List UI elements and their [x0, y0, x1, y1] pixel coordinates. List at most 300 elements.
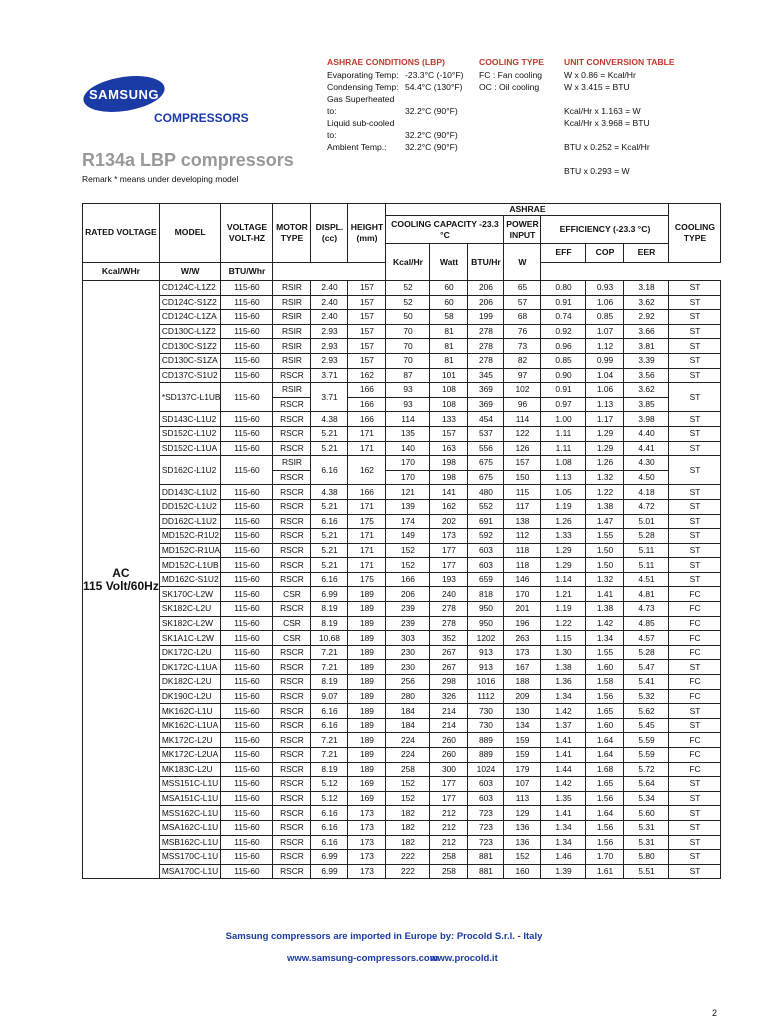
- cell-kcal: 152: [386, 777, 430, 792]
- cell-model: MK162C-L1U: [159, 704, 221, 719]
- cell-voltage: 115-60: [221, 587, 273, 602]
- cell-kcal: 149: [386, 529, 430, 544]
- cell-watt: 326: [430, 689, 468, 704]
- cell-eer: 5.32: [624, 689, 669, 704]
- cell-displ: 6.16: [311, 835, 348, 850]
- cell-eff: 1.35: [541, 791, 586, 806]
- cell-btu: 730: [468, 718, 504, 733]
- cell-voltage: 115-60: [221, 383, 273, 412]
- cell-w: 160: [504, 864, 541, 879]
- cell-w: 188: [504, 675, 541, 690]
- cell-motor: RSCR: [273, 529, 311, 544]
- cell-watt: 260: [430, 733, 468, 748]
- cell-cop: 1.06: [586, 295, 624, 310]
- cell-height: 175: [348, 572, 386, 587]
- cell-height: 189: [348, 689, 386, 704]
- cell-displ: 5.21: [311, 543, 348, 558]
- table-row: [83, 733, 721, 748]
- cell-watt: 240: [430, 587, 468, 602]
- cell-height: 175: [348, 514, 386, 529]
- cell-motor: RSCR: [273, 718, 311, 733]
- cell-w: 170: [504, 587, 541, 602]
- cell-eer: 3.62: [624, 383, 669, 398]
- cell-w: 150: [504, 470, 541, 485]
- cell-height: 157: [348, 281, 386, 296]
- header-cop: COP: [586, 244, 624, 263]
- cell-motor: RSCR: [273, 412, 311, 427]
- table-row: [83, 441, 721, 456]
- cell-kcal: 258: [386, 762, 430, 777]
- cell-watt: 101: [430, 368, 468, 383]
- cell-cop: 1.50: [586, 558, 624, 573]
- cell-displ: 5.21: [311, 426, 348, 441]
- cell-eff: 1.29: [541, 558, 586, 573]
- table-row: [83, 368, 721, 383]
- table-row: [83, 748, 721, 763]
- cell-model: CD124C-S1Z2: [159, 295, 221, 310]
- cell-kcal: 230: [386, 645, 430, 660]
- cell-watt: 177: [430, 777, 468, 792]
- cell-cooling-type: ST: [669, 543, 721, 558]
- cell-motor: RSCR: [273, 806, 311, 821]
- cell-kcal: 93: [386, 397, 430, 412]
- cell-btu: 592: [468, 529, 504, 544]
- samsung-compressors-link[interactable]: www.samsung-compressors.com: [287, 953, 439, 964]
- cell-motor: RSCR: [273, 864, 311, 879]
- cell-voltage: 115-60: [221, 353, 273, 368]
- table-row: [83, 281, 721, 296]
- cell-w: 115: [504, 485, 541, 500]
- cell-voltage: 115-60: [221, 572, 273, 587]
- cell-watt: 133: [430, 412, 468, 427]
- cell-height: 166: [348, 412, 386, 427]
- table-row: [83, 426, 721, 441]
- cell-eer: 5.28: [624, 529, 669, 544]
- cell-motor: CSR: [273, 587, 311, 602]
- ashrae-row: [327, 141, 482, 153]
- cell-eff: 0.97: [541, 397, 586, 412]
- cell-height: 166: [348, 397, 386, 412]
- ashrae-label: Gas Superheated to:: [327, 94, 395, 116]
- cell-motor: RSCR: [273, 733, 311, 748]
- logo-text: SAMSUNG: [89, 87, 159, 102]
- cell-motor: RSIR: [273, 310, 311, 325]
- cell-motor: RSIR: [273, 383, 311, 398]
- procold-link[interactable]: www.procold.it: [430, 953, 498, 964]
- cell-displ: 3.71: [311, 383, 348, 412]
- table-row: [83, 485, 721, 500]
- cell-eff: 0.92: [541, 324, 586, 339]
- cell-cop: 1.32: [586, 572, 624, 587]
- cell-model: SD152C-L1UA: [159, 441, 221, 456]
- cell-cooling-type: ST: [669, 441, 721, 456]
- cell-motor: RSCR: [273, 514, 311, 529]
- cell-displ: 7.21: [311, 645, 348, 660]
- cell-watt: 162: [430, 499, 468, 514]
- cell-motor: RSCR: [273, 397, 311, 412]
- cell-height: 189: [348, 587, 386, 602]
- cell-watt: 214: [430, 704, 468, 719]
- cell-voltage: 115-60: [221, 514, 273, 529]
- conversion-heading: UNIT CONVERSION TABLE: [564, 57, 675, 67]
- cell-cooling-type: ST: [669, 383, 721, 412]
- header-eer-unit: BTU/Whr: [221, 262, 273, 281]
- cell-watt: 278: [430, 602, 468, 617]
- cell-btu: 730: [468, 704, 504, 719]
- cell-btu: 818: [468, 587, 504, 602]
- cell-eer: 5.01: [624, 514, 669, 529]
- cell-voltage: 115-60: [221, 850, 273, 865]
- cell-w: 134: [504, 718, 541, 733]
- cell-btu: 603: [468, 791, 504, 806]
- cell-height: 157: [348, 310, 386, 325]
- cell-model: DD143C-L1U2: [159, 485, 221, 500]
- cell-kcal: 230: [386, 660, 430, 675]
- cell-eff: 1.37: [541, 718, 586, 733]
- cell-kcal: 256: [386, 675, 430, 690]
- cell-eer: 4.41: [624, 441, 669, 456]
- cell-eer: 4.73: [624, 602, 669, 617]
- cell-eff: 0.90: [541, 368, 586, 383]
- cell-motor: RSCR: [273, 485, 311, 500]
- ashrae-label: Liquid sub-cooled to:: [327, 118, 395, 140]
- cell-height: 157: [348, 353, 386, 368]
- cell-model: MK172C-L2UA: [159, 748, 221, 763]
- cell-motor: RSCR: [273, 470, 311, 485]
- cell-cooling-type: FC: [669, 631, 721, 646]
- cell-height: 189: [348, 616, 386, 631]
- cell-cop: 0.85: [586, 310, 624, 325]
- cell-cop: 1.29: [586, 441, 624, 456]
- cell-cooling-type: ST: [669, 777, 721, 792]
- cell-watt: 163: [430, 441, 468, 456]
- cell-watt: 141: [430, 485, 468, 500]
- cell-cooling-type: FC: [669, 645, 721, 660]
- cell-displ: 6.99: [311, 587, 348, 602]
- cell-cop: 1.41: [586, 587, 624, 602]
- cell-voltage: 115-60: [221, 616, 273, 631]
- ashrae-value: 32.2°C (90°F): [405, 130, 458, 140]
- table-row: [83, 543, 721, 558]
- cell-kcal: 135: [386, 426, 430, 441]
- cell-voltage: 115-60: [221, 368, 273, 383]
- cell-btu: 278: [468, 324, 504, 339]
- cell-w: 138: [504, 514, 541, 529]
- cell-kcal: 139: [386, 499, 430, 514]
- cell-motor: RSCR: [273, 850, 311, 865]
- cell-eff: 0.74: [541, 310, 586, 325]
- cell-kcal: 303: [386, 631, 430, 646]
- cell-model: MK172C-L2U: [159, 733, 221, 748]
- conversion-line: BTU x 0.252 = Kcal/Hr: [564, 142, 650, 152]
- cell-cooling-type: ST: [669, 558, 721, 573]
- cell-displ: 4.38: [311, 485, 348, 500]
- cell-eer: 5.11: [624, 558, 669, 573]
- ashrae-row: [327, 81, 482, 93]
- cell-btu: 913: [468, 660, 504, 675]
- cell-btu: 723: [468, 820, 504, 835]
- cell-w: 96: [504, 397, 541, 412]
- cell-cop: 1.26: [586, 456, 624, 471]
- cell-btu: 278: [468, 353, 504, 368]
- cell-cop: 1.61: [586, 864, 624, 879]
- cell-watt: 267: [430, 645, 468, 660]
- table-row: [83, 339, 721, 354]
- cell-w: 122: [504, 426, 541, 441]
- cell-watt: 212: [430, 820, 468, 835]
- cell-motor: RSCR: [273, 543, 311, 558]
- cell-motor: CSR: [273, 616, 311, 631]
- cell-watt: 198: [430, 470, 468, 485]
- cell-voltage: 115-60: [221, 762, 273, 777]
- cell-w: 117: [504, 499, 541, 514]
- cell-height: 171: [348, 529, 386, 544]
- cell-voltage: 115-60: [221, 733, 273, 748]
- cell-w: 167: [504, 660, 541, 675]
- cell-eer: 5.64: [624, 777, 669, 792]
- rated-voltage-line: AC: [112, 565, 130, 580]
- cell-height: 157: [348, 324, 386, 339]
- cell-cooling-type: ST: [669, 368, 721, 383]
- cell-btu: 881: [468, 864, 504, 879]
- cell-displ: 5.21: [311, 441, 348, 456]
- cell-kcal: 170: [386, 470, 430, 485]
- cell-height: 173: [348, 835, 386, 850]
- cell-voltage: 115-60: [221, 456, 273, 485]
- conversion-line: W x 0.86 = Kcal/Hr: [564, 70, 636, 80]
- cell-eer: 4.85: [624, 616, 669, 631]
- header-kcal: Kcal/Hr: [386, 244, 430, 281]
- cell-displ: 3.71: [311, 368, 348, 383]
- table-row: [83, 324, 721, 339]
- header-height: HEIGHT (mm): [348, 204, 386, 263]
- cell-cop: 1.56: [586, 689, 624, 704]
- import-notice: Samsung compressors are imported in Europe by: Procold S.r.l. - Italy: [225, 931, 543, 942]
- cell-voltage: 115-60: [221, 835, 273, 850]
- table-row: [83, 835, 721, 850]
- cell-watt: 212: [430, 835, 468, 850]
- cell-cooling-type: FC: [669, 733, 721, 748]
- cell-displ: 8.19: [311, 616, 348, 631]
- table-row: [83, 660, 721, 675]
- cell-eff: 1.34: [541, 835, 586, 850]
- cell-voltage: 115-60: [221, 791, 273, 806]
- header-eff-unit: Kcal/WHr: [83, 262, 160, 281]
- cell-eff: 1.39: [541, 864, 586, 879]
- cell-model: DK172C-L2U: [159, 645, 221, 660]
- cell-eer: 5.31: [624, 820, 669, 835]
- cell-displ: 7.21: [311, 733, 348, 748]
- cell-voltage: 115-60: [221, 529, 273, 544]
- ashrae-row: [327, 93, 482, 117]
- cell-voltage: 115-60: [221, 631, 273, 646]
- cell-kcal: 52: [386, 295, 430, 310]
- cell-eff: 1.30: [541, 645, 586, 660]
- table-row: [83, 704, 721, 719]
- cell-btu: 369: [468, 397, 504, 412]
- cell-model: CD124C-L1Z2: [159, 281, 221, 296]
- header-cop-unit: W/W: [159, 262, 221, 281]
- cell-kcal: 114: [386, 412, 430, 427]
- cell-displ: 4.38: [311, 412, 348, 427]
- cell-watt: 260: [430, 748, 468, 763]
- cell-cooling-type: FC: [669, 602, 721, 617]
- cell-eer: 3.62: [624, 295, 669, 310]
- cell-motor: RSIR: [273, 456, 311, 471]
- cell-motor: RSIR: [273, 339, 311, 354]
- cell-eff: 1.33: [541, 529, 586, 544]
- cell-cop: 1.55: [586, 529, 624, 544]
- cell-w: 65: [504, 281, 541, 296]
- cell-w: 152: [504, 850, 541, 865]
- cell-model: SD162C-L1U2: [159, 456, 221, 485]
- cell-btu: 889: [468, 748, 504, 763]
- cell-cop: 1.22: [586, 485, 624, 500]
- cell-motor: RSCR: [273, 704, 311, 719]
- cell-motor: RSCR: [273, 835, 311, 850]
- cell-eer: 4.51: [624, 572, 669, 587]
- cell-watt: 157: [430, 426, 468, 441]
- cell-kcal: 70: [386, 339, 430, 354]
- cell-model: CD137C-S1U2: [159, 368, 221, 383]
- cell-w: 97: [504, 368, 541, 383]
- cell-displ: 10.68: [311, 631, 348, 646]
- cell-voltage: 115-60: [221, 499, 273, 514]
- cell-eer: 4.57: [624, 631, 669, 646]
- cell-watt: 193: [430, 572, 468, 587]
- cell-btu: 603: [468, 777, 504, 792]
- cell-cop: 1.17: [586, 412, 624, 427]
- cell-kcal: 52: [386, 281, 430, 296]
- cell-height: 189: [348, 718, 386, 733]
- cell-eer: 3.39: [624, 353, 669, 368]
- cell-cooling-type: ST: [669, 820, 721, 835]
- header-btu: BTU/Hr: [468, 244, 504, 281]
- cell-w: 76: [504, 324, 541, 339]
- cell-displ: 8.19: [311, 762, 348, 777]
- cell-eff: 1.14: [541, 572, 586, 587]
- cell-eer: 5.31: [624, 835, 669, 850]
- cooling-type-heading: COOLING TYPE: [479, 57, 544, 67]
- cell-btu: 675: [468, 470, 504, 485]
- table-row: [83, 820, 721, 835]
- cell-watt: 60: [430, 281, 468, 296]
- header-watt: Watt: [430, 244, 468, 281]
- cell-height: 171: [348, 426, 386, 441]
- ashrae-value: -23.3°C (-10°F): [405, 70, 464, 80]
- cell-eer: 5.72: [624, 762, 669, 777]
- cell-height: 189: [348, 748, 386, 763]
- cell-w: 114: [504, 412, 541, 427]
- cell-voltage: 115-60: [221, 704, 273, 719]
- cell-btu: 1016: [468, 675, 504, 690]
- header-power-input: POWER INPUT: [504, 216, 541, 244]
- cell-eer: 5.62: [624, 704, 669, 719]
- table-row: [83, 514, 721, 529]
- cell-btu: 206: [468, 295, 504, 310]
- cell-kcal: 224: [386, 733, 430, 748]
- cell-eer: 4.18: [624, 485, 669, 500]
- cell-voltage: 115-60: [221, 324, 273, 339]
- cell-w: 68: [504, 310, 541, 325]
- cell-displ: 9.07: [311, 689, 348, 704]
- cell-height: 169: [348, 791, 386, 806]
- cell-btu: 691: [468, 514, 504, 529]
- cell-watt: 267: [430, 660, 468, 675]
- cell-height: 171: [348, 441, 386, 456]
- cell-displ: 7.21: [311, 748, 348, 763]
- cell-model: MSS170C-L1U: [159, 850, 221, 865]
- cell-displ: 5.12: [311, 777, 348, 792]
- cell-model: MK183C-L2U: [159, 762, 221, 777]
- cell-watt: 58: [430, 310, 468, 325]
- cell-btu: 556: [468, 441, 504, 456]
- cell-displ: 5.21: [311, 558, 348, 573]
- cell-displ: 6.16: [311, 514, 348, 529]
- cell-model: SD152C-L1U2: [159, 426, 221, 441]
- cell-model: SK170C-L2W: [159, 587, 221, 602]
- cell-watt: 81: [430, 324, 468, 339]
- cell-height: 166: [348, 485, 386, 500]
- cell-w: 173: [504, 645, 541, 660]
- ashrae-conditions: [327, 56, 482, 153]
- cell-cop: 1.50: [586, 543, 624, 558]
- cell-eff: 1.11: [541, 441, 586, 456]
- cell-displ: 5.12: [311, 791, 348, 806]
- samsung-logo-mark: [82, 72, 166, 116]
- cell-voltage: 115-60: [221, 777, 273, 792]
- cell-kcal: 182: [386, 835, 430, 850]
- cell-height: 189: [348, 733, 386, 748]
- cell-cop: 1.60: [586, 660, 624, 675]
- conversion-line: [564, 129, 684, 141]
- cell-motor: RSIR: [273, 324, 311, 339]
- header-eer: EER: [624, 244, 669, 263]
- cooling-type-legend: [479, 56, 564, 93]
- cell-displ: 6.99: [311, 850, 348, 865]
- header-cooling-capacity: COOLING CAPACITY -23.3 °C: [386, 216, 504, 244]
- cell-voltage: 115-60: [221, 426, 273, 441]
- cell-voltage: 115-60: [221, 748, 273, 763]
- cell-watt: 177: [430, 791, 468, 806]
- cell-kcal: 170: [386, 456, 430, 471]
- cell-eff: 1.13: [541, 470, 586, 485]
- compressor-table: [82, 203, 721, 879]
- cell-cooling-type: FC: [669, 587, 721, 602]
- cell-eff: 1.46: [541, 850, 586, 865]
- table-row: [83, 353, 721, 368]
- cell-eer: 4.72: [624, 499, 669, 514]
- cell-eff: 1.34: [541, 689, 586, 704]
- cell-kcal: 182: [386, 806, 430, 821]
- cell-eff: 1.34: [541, 820, 586, 835]
- cell-model: MSS162C-L1U: [159, 806, 221, 821]
- rated-voltage-cell: [83, 281, 160, 879]
- cell-eff: 1.19: [541, 602, 586, 617]
- cell-motor: RSCR: [273, 675, 311, 690]
- cell-eff: 1.38: [541, 660, 586, 675]
- cell-voltage: 115-60: [221, 310, 273, 325]
- cell-eer: 3.56: [624, 368, 669, 383]
- table-row: [83, 850, 721, 865]
- cell-watt: 108: [430, 397, 468, 412]
- cell-cop: 1.13: [586, 397, 624, 412]
- cell-height: 173: [348, 850, 386, 865]
- conversion-line: [564, 153, 684, 165]
- cell-cooling-type: FC: [669, 689, 721, 704]
- cell-w: 209: [504, 689, 541, 704]
- cell-model: MD152C-R1U2: [159, 529, 221, 544]
